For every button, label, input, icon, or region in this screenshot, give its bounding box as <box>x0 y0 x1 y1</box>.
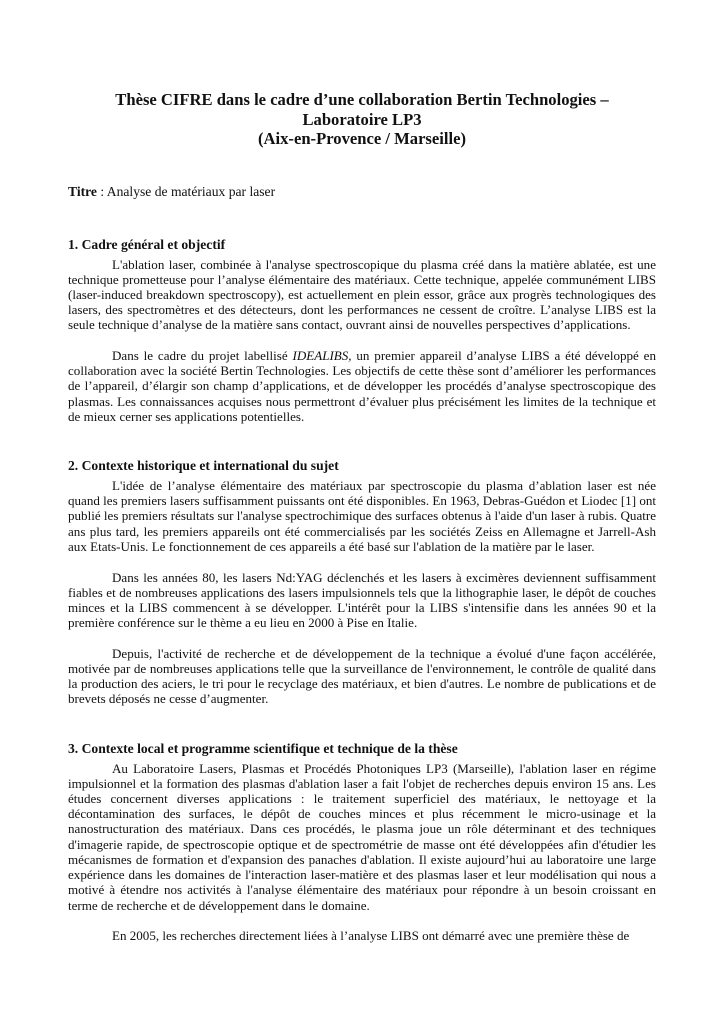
section-2-paragraph-1: L'idée de l’analyse élémentaire des matériaux par spectroscopie du plasma d’ablation laser est née quand les premiers lasers suffisamment puissants ont été disponibles. En 1963, Debras-Guédon et Liodec [1] ont publié les premiers résultats sur l'analyse spectrochimique des surfaces obtenus à l'aide d'un laser à rubis. Quatre ans plus tard, les premiers appareils ont été commercialisés par les sociétés Zeiss en Allemagne et Jarrell-Ash aux Etats-Unis. Le fonctionnement de ces appareils a été basé sur l'ablation de la matière par le laser. <box>68 478 656 554</box>
section-2-paragraph-2: Dans les années 80, les lasers Nd:YAG déclenchés et les lasers à excimères deviennent suffisamment fiables et de nombreuses applications des lasers impulsionnels tels que la lithographie laser, le dépôt de couches minces et la LIBS commencent à se développer. L'intérêt pour la LIBS s'intensifie dans les années 90 et la première conférence sur le thème a eu lieu en 2000 à Pise en Italie. <box>68 569 656 631</box>
section-1-paragraph-1: L'ablation laser, combinée à l'analyse spectroscopique du plasma créé dans la matière ablatée, est une technique prometteuse pour l’analyse élémentaire des matériaux. Cette technique, appelée communément LIBS (laser-induced breakdown spectroscopy), est actuellement en plein essor, grâce aux progrès technologiques des lasers, des spectromètres et des détecteurs, dont les performances ne cessent de croître. L’analyse LIBS est la seule technique d’analyse de la matière sans contact, ouvrant ainsi de nouvelles perspectives d’applications. <box>68 256 656 333</box>
section-3-paragraph-2: En 2005, les recherches directement liées à l’analyse LIBS ont démarré avec une première thèse de <box>112 928 630 944</box>
section-2-paragraph-3: Depuis, l'activité de recherche et de développement de la technique a évolué d'une façon accélérée, motivée par de nombreuses applications telle que la surveillance de l'environnement, le contrôle de qualité dans la production des aciers, le tri pour le recyclage des matériaux, et bien d'autres. Le nombre de publications et de brevets déposés ne cesse d’augmenter. <box>68 645 656 707</box>
section-2 <box>68 457 656 707</box>
section-3-paragraph-1: Au Laboratoire Lasers, Plasmas et Procédés Photoniques LP3 (Marseille), l'ablation laser en régime impulsionnel et la formation des plasmas d'ablation laser a fait l'objet de recherches depuis environ 15 ans. Les études concernent diverses applications : le traitement superficiel des matériaux, le nettoyage et la décontamination des surfaces, le dépôt de couches minces et plus récemment le micro-usinage et la nanostructuration des matériaux. Dans ces procédés, le plasma joue un rôle déterminant et des techniques d'imagerie rapide, de spectroscopie optique et de spectrométrie de masse ont été développées afin d'étudier les mécanismes de formation et d'expansion des panaches d'ablation. Il existe aujourd’hui au laboratoire une large expérience dans les domaines de l'interaction laser-matière et des plasmas laser et leur modélisation qui nous a motivé à étendre nos activités à l'analyse élémentaire des matériaux pour répondre à un besoin croissant en terme de recherche et de développement dans le domaine. <box>68 760 656 913</box>
title-line-2: Laboratoire LP3 <box>302 109 422 129</box>
title-line-1: Thèse CIFRE dans le cadre d’une collaboration Bertin Technologies – <box>115 90 609 109</box>
paragraph-text: un premier appareil d’analyse LIBS a été développé en collaboration avec la société Bertin Technologies. Les objectifs de cette thèse sont d’améliorer les performances de l’appareil, d’élargir son champ d’applications, et de développer les procédés d’analyse spectroscopique des plasmas. Les connaissances acquises nous permettront d’évaluer plus précisément les limites de la technique et de mieux cerner ses applications potentielles. <box>68 348 656 424</box>
section-1-heading: 1. Cadre général et objectif <box>68 236 226 252</box>
document-page <box>68 0 656 943</box>
document-title <box>68 90 656 149</box>
paragraph-text: Dans le cadre du projet labellisé <box>112 348 293 364</box>
section-1-paragraph-2 <box>68 348 656 424</box>
thesis-title-label: Titre <box>68 183 97 199</box>
section-3-heading: 3. Contexte local et programme scientifique et technique de la thèse <box>68 740 458 756</box>
section-3 <box>68 740 656 944</box>
section-2-heading: 2. Contexte historique et international du sujet <box>68 458 339 474</box>
project-name: IDEALIBS, <box>292 348 352 364</box>
section-1 <box>68 236 656 425</box>
title-line-3: (Aix-en-Provence / Marseille) <box>258 129 466 148</box>
thesis-title-value: : Analyse de matériaux par laser <box>96 183 276 199</box>
thesis-title <box>68 183 656 200</box>
